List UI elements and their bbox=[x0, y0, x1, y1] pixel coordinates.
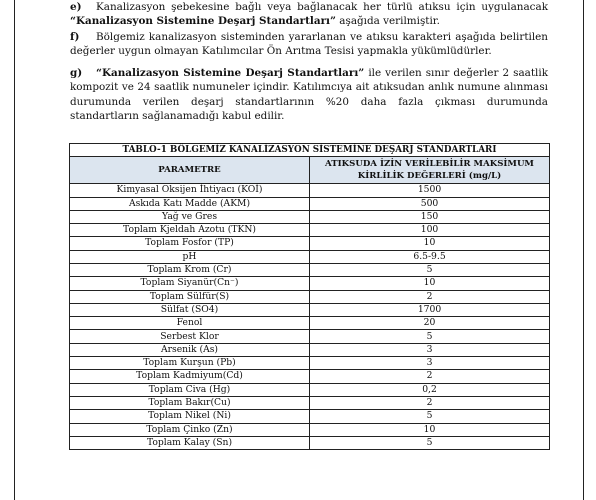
table-row bbox=[70, 184, 550, 197]
column-header-parameter: PARAMETRE bbox=[70, 157, 310, 184]
parameter-cell: Sülfat (SO4) bbox=[70, 303, 310, 316]
table-row bbox=[70, 197, 550, 210]
parameter-cell: Toplam Civa (Hg) bbox=[70, 383, 310, 396]
parameter-cell: Kimyasal Oksijen İhtiyacı (KOİ) bbox=[70, 184, 310, 197]
column-header-max-value: ATIKSUDA İZİN VERİLEBİLİR MAKSİMUM KİRLİLİK DEĞERLERİ (mg/L) bbox=[310, 157, 550, 184]
page-border-right bbox=[583, 0, 584, 500]
parameter-cell: Toplam Bakır(Cu) bbox=[70, 396, 310, 409]
parameter-cell: Toplam Kjeldah Azotu (TKN) bbox=[70, 224, 310, 237]
table-row bbox=[70, 224, 550, 237]
table-title: TABLO-1 BÖLGEMİZ KANALİZASYON SİSTEMİNE DEŞARJ STANDARTLARI bbox=[70, 144, 550, 157]
table-row bbox=[70, 330, 550, 343]
parameter-cell: Toplam Siyanür(Cn⁻) bbox=[70, 277, 310, 290]
parameter-cell: Arsenik (As) bbox=[70, 343, 310, 356]
value-cell: 3 bbox=[310, 357, 550, 370]
value-cell: 5 bbox=[310, 410, 550, 423]
paragraph-g-text: ile verilen sınır değerler 2 saatlik kompozit ve 24 saatlik numuneler içindir. Katılımcıya ait atıksudan anlık numune alınması durumunda verilen deşarj standartlarının %20 daha fazla çıkması durumunda standartların sağlanamadığı kabul edilir. bbox=[70, 67, 549, 122]
table-row bbox=[70, 237, 550, 250]
table-row bbox=[70, 410, 550, 423]
paragraph-g-label: g) bbox=[70, 67, 83, 79]
value-cell: 5 bbox=[310, 263, 550, 276]
value-cell: 1500 bbox=[310, 184, 550, 197]
table-row bbox=[70, 250, 550, 263]
table-row bbox=[70, 263, 550, 276]
value-cell: 5 bbox=[310, 436, 550, 449]
paragraph-e bbox=[70, 0, 548, 29]
table-body bbox=[70, 184, 550, 450]
table-row bbox=[70, 210, 550, 223]
parameter-cell: Toplam Krom (Cr) bbox=[70, 263, 310, 276]
parameter-cell: Toplam Fosfor (TP) bbox=[70, 237, 310, 250]
paragraph-g bbox=[70, 66, 548, 123]
parameter-cell: Yağ ve Gres bbox=[70, 210, 310, 223]
value-cell: 2 bbox=[310, 396, 550, 409]
table-row bbox=[70, 396, 550, 409]
paragraph-f bbox=[70, 30, 548, 59]
table-row bbox=[70, 357, 550, 370]
table-row bbox=[70, 303, 550, 316]
parameter-cell: Toplam Sülfür(S) bbox=[70, 290, 310, 303]
value-cell: 500 bbox=[310, 197, 550, 210]
table-header-row bbox=[70, 157, 550, 184]
value-cell: 3 bbox=[310, 343, 550, 356]
value-cell: 1700 bbox=[310, 303, 550, 316]
parameter-cell: Askıda Katı Madde (AKM) bbox=[70, 197, 310, 210]
paragraph-e-text2: aşağıda verilmiştir. bbox=[335, 15, 440, 28]
value-cell: 10 bbox=[310, 423, 550, 436]
parameter-cell: Toplam Nikel (Ni) bbox=[70, 410, 310, 423]
paragraph-e-bold: “Kanalizasyon Sistemine Deşarj Standartları” bbox=[70, 15, 336, 28]
parameter-cell: Toplam Çinko (Zn) bbox=[70, 423, 310, 436]
table-row bbox=[70, 290, 550, 303]
table-row bbox=[70, 370, 550, 383]
value-cell: 10 bbox=[310, 277, 550, 290]
parameter-cell: Serbest Klor bbox=[70, 330, 310, 343]
discharge-standards-table bbox=[69, 143, 550, 450]
value-cell: 0,2 bbox=[310, 383, 550, 396]
parameter-cell: pH bbox=[70, 250, 310, 263]
paragraph-e-text1: Kanalizasyon şebekesine bağlı veya bağlanacak her türlü atıksu için uygulanacak bbox=[96, 1, 548, 13]
value-cell: 100 bbox=[310, 224, 550, 237]
value-cell: 5 bbox=[310, 330, 550, 343]
paragraph-f-text: Bölgemiz kanalizasyon sisteminden yararlanan ve atıksu karakteri aşağıda belirtilen değerler uygun olmayan Katılımcılar Ön Arıtma Tesisi yapmakla yükümlüdürler. bbox=[70, 31, 548, 58]
table-row bbox=[70, 383, 550, 396]
paragraph-e-label: e) bbox=[70, 1, 82, 13]
value-cell: 6.5-9.5 bbox=[310, 250, 550, 263]
table-row bbox=[70, 277, 550, 290]
page-border-left bbox=[14, 0, 15, 500]
table-row bbox=[70, 317, 550, 330]
parameter-cell: Toplam Kadmiyum(Cd) bbox=[70, 370, 310, 383]
paragraph-f-label: f) bbox=[70, 31, 80, 43]
value-cell: 20 bbox=[310, 317, 550, 330]
table-title-row bbox=[70, 144, 550, 157]
value-cell: 150 bbox=[310, 210, 550, 223]
parameter-cell: Toplam Kalay (Sn) bbox=[70, 436, 310, 449]
value-cell: 2 bbox=[310, 290, 550, 303]
table-row bbox=[70, 423, 550, 436]
table-row bbox=[70, 436, 550, 449]
value-cell: 2 bbox=[310, 370, 550, 383]
table-row bbox=[70, 343, 550, 356]
value-cell: 10 bbox=[310, 237, 550, 250]
parameter-cell: Fenol bbox=[70, 317, 310, 330]
parameter-cell: Toplam Kurşun (Pb) bbox=[70, 357, 310, 370]
paragraph-g-bold: “Kanalizasyon Sistemine Deşarj Standartları” bbox=[96, 67, 365, 79]
